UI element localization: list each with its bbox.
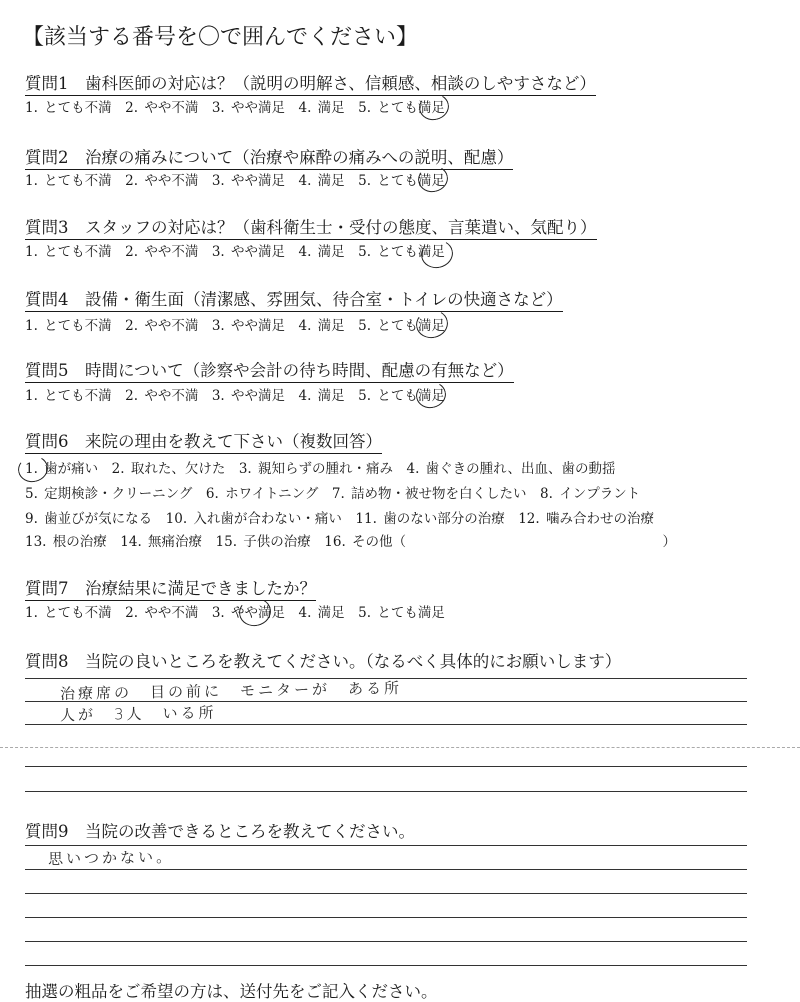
question-5-title: 質問5 時間について（診察や会計の待ち時間、配慮の有無など） [25,357,514,383]
question-1-options: 1. とても不満 2. やや不満 3. やや満足 4. 満足 5. とても満足 [25,100,445,116]
question-9-title: 質問9 当院の改善できるところを教えてください。 [25,822,415,841]
question-4-circle-mark [413,307,450,341]
answer-line [25,766,747,767]
footer-cut-text: 抽選の粗品をご希望の方は、送付先をご記入ください。 [25,982,438,1001]
question-6-options-line-4: 13. 根の治療 14. 無痛治療 15. 子供の治療 16. その他（ ） [25,534,677,550]
fold-line [0,747,800,748]
question-8-title: 質問8 当院の良いところを教えてください。（なるべく具体的にお願いします） [25,652,622,671]
question-9-handwritten-answer: 思いつかない。 [47,847,175,869]
answer-line [25,869,747,870]
answer-line [25,724,747,725]
question-2-title: 質問2 治療の痛みについて（治療や麻酔の痛みへの説明、配慮） [25,144,513,170]
question-8-handwritten-answer-2: 人が 3人 いる所 [59,703,217,725]
answer-line [25,791,747,792]
question-3-title: 質問3 スタッフの対応は？（歯科衛生士・受付の態度、言葉遣い、気配り） [25,214,597,240]
question-5-options: 1. とても不満 2. やや不満 3. やや満足 4. 満足 5. とても満足 [25,388,445,404]
answer-line [25,965,747,966]
question-6-options-line-2: 5. 定期検診・クリーニング 6. ホワイトニング 7. 詰め物・被せ物を白くしたい 8. インプラント [25,486,641,502]
question-1-title: 質問1 歯科医師の対応は？（説明の明解さ、信頼感、相談のしやすさなど） [25,70,596,96]
question-2-options: 1. とても不満 2. やや不満 3. やや満足 4. 満足 5. とても満足 [25,173,445,189]
question-6-title: 質問6 来院の理由を教えて下さい（複数回答） [25,428,382,454]
question-7-options: 1. とても不満 2. やや不満 3. やや満足 4. 満足 5. とても満足 [25,605,445,621]
question-6-options-line-1: 1. 歯が痛い 2. 取れた、欠けた 3. 親知らずの腫れ・痛み 4. 歯ぐきの腫れ、出血、歯の動揺 [25,461,616,477]
question-3-options: 1. とても不満 2. やや不満 3. やや満足 4. 満足 5. とても満足 [25,244,445,260]
question-8-handwritten-answer-1: 治療席の 目の前に モニターが ある所 [59,679,403,703]
question-6-options-line-3: 9. 歯並びが気になる 10. 入れ歯が合わない・痛い 11. 歯のない部分の治療 12. 噛み合わせの治療 [25,511,654,527]
answer-line [25,917,747,918]
answer-line [25,893,747,894]
question-7-title: 質問7 治療結果に満足できましたか？ [25,575,316,601]
answer-line [25,941,747,942]
question-4-title: 質問4 設備・衛生面（清潔感、雰囲気、待合室・トイレの快適さなど） [25,286,563,312]
instruction-heading: 【該当する番号を〇で囲んでください】 [22,25,419,50]
question-4-options: 1. とても不満 2. やや不満 3. やや満足 4. 満足 5. とても満足 [25,318,445,334]
